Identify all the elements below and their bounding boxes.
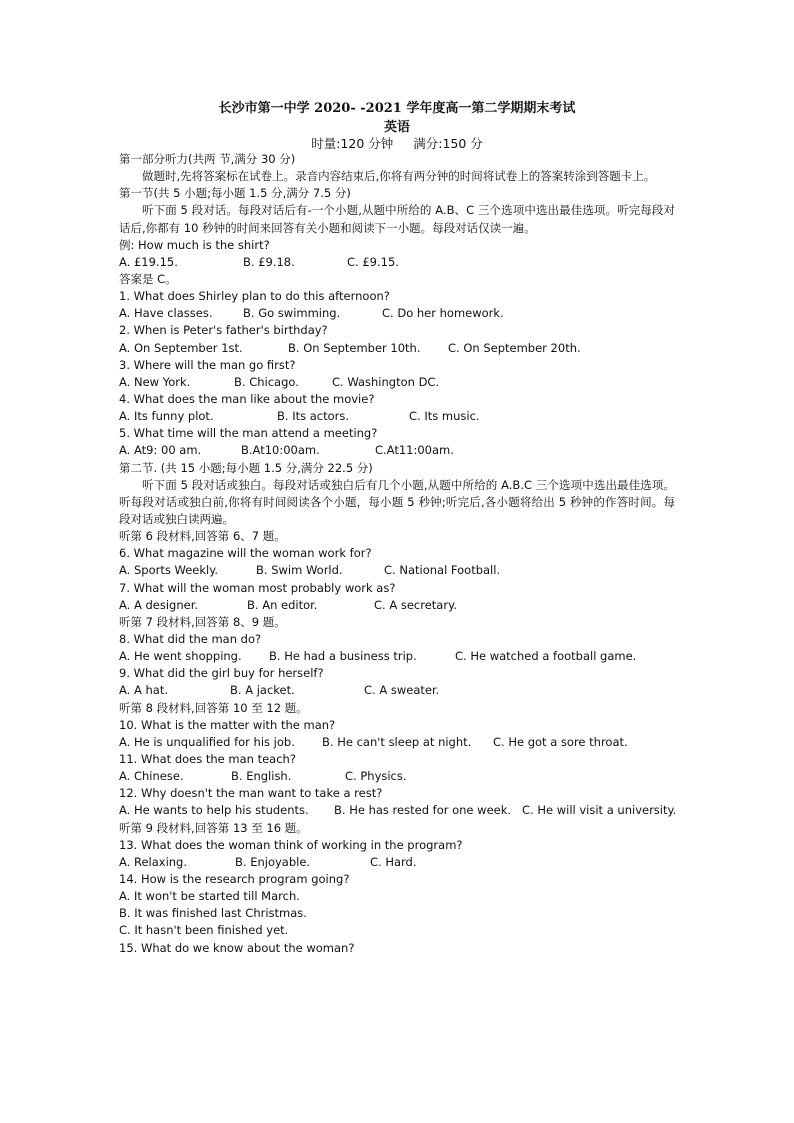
question-6: 6. What magazine will the woman work for? [119, 546, 372, 561]
question-2-options [119, 340, 675, 357]
option-a: A. He wants to help his students. [119, 803, 309, 818]
full-score: 满分:150 分 [413, 136, 483, 151]
question-8-options [119, 648, 675, 665]
part1-instruction: 做题时,先将答案标在试卷上。录音内容结束后,你将有两分钟的时间将试卷上的答案转涂到答题卡上。 [142, 169, 656, 184]
time-limit: 时量:120 分钟 [311, 136, 394, 151]
group-7-heading: 听第 7 段材料,回答第 8、9 题。 [119, 614, 286, 629]
option-a: A. Its funny plot. [119, 409, 214, 424]
option-c: C. A sweater. [364, 683, 440, 698]
section1-instruction: 听下面 5 段对话。每段对话后有-一个小题,从题中所给的 A.B、C 三个选项中选出最佳选项。听完每段对话后,你都有 10 秒钟的时间来回答有关小题和阅读下一小题。每段对话仅读一遍。 [119, 203, 675, 235]
example-options [119, 254, 675, 271]
option-a: A. Relaxing. [119, 854, 188, 869]
option-a: A. At9: 00 am. [119, 443, 202, 458]
section2-instruction: 听下面 5 段对话或独白。每段对话或独白后有几个小题,从题中所给的 A.B.C 三个选项中选出最佳选项。听每段对话或独白前,你将有时间阅读各个小题，每小题 5 秒钟;听完后,各小题将给出 5 秒钟的作答时间。每段对话或独白读两遍。 [119, 477, 675, 527]
group-8-heading: 听第 8 段材料,回答第 10 至 12 题。 [119, 700, 308, 715]
option-c: C. He got a sore throat. [493, 734, 628, 749]
option-b: B. He can't sleep at night. [322, 734, 472, 749]
option-b: B. On September 10th. [288, 340, 421, 355]
option-a: A. He went shopping. [119, 649, 242, 664]
exam-title: 长沙市第一中学 2020- -2021 学年度高一第二学期期末考试 [218, 101, 576, 116]
group-9-heading: 听第 9 段材料,回答第 13 至 16 题。 [119, 820, 308, 835]
option-c: C. Washington DC. [332, 374, 440, 389]
option-b: B. Its actors. [277, 409, 350, 424]
section2-heading: 第二节. (共 15 小题;每小题 1.5 分,满分 22.5 分) [119, 460, 373, 475]
question-8: 8. What did the man do? [119, 632, 262, 647]
question-9: 9. What did the girl buy for herself? [119, 666, 324, 681]
question-9-options [119, 682, 675, 699]
option-b: B. Go swimming. [243, 306, 341, 321]
option-c: C. Its music. [409, 409, 480, 424]
option-c: C. A secretary. [374, 597, 457, 612]
option-c: C. Physics. [345, 769, 407, 784]
group-6-heading: 听第 6 段材料,回答第 6、7 题。 [119, 529, 286, 544]
option-b: B. Swim World. [256, 563, 343, 578]
question-4-options [119, 408, 675, 425]
question-14-option-b: B. It was finished last Christmas. [119, 906, 307, 921]
question-12-options [119, 802, 675, 819]
question-5: 5. What time will the man attend a meeting? [119, 426, 378, 441]
question-10: 10. What is the matter with the man? [119, 717, 336, 732]
question-1-options [119, 305, 675, 322]
option-a: A. He is unqualified for his job. [119, 734, 295, 749]
option-c: C. Do her homework. [382, 306, 504, 321]
option-b: B. An editor. [247, 597, 318, 612]
option-b: B. He has rested for one week. [334, 803, 512, 818]
option-a: A. £19.15. [119, 254, 178, 269]
option-c: C. On September 20th. [448, 340, 581, 355]
option-a: A. Chinese. [119, 769, 184, 784]
option-a: A. Sports Weekly. [119, 563, 219, 578]
question-14-option-c: C. It hasn't been finished yet. [119, 923, 289, 938]
question-11-options [119, 768, 675, 785]
option-b: B. He had a business trip. [269, 649, 417, 664]
question-14-option-a: A. It won't be started till March. [119, 889, 300, 904]
option-c: C. Hard. [370, 854, 417, 869]
option-c: C. He will visit a university. [522, 803, 677, 818]
option-a: A. On September 1st. [119, 340, 243, 355]
exam-content [119, 151, 675, 957]
example-answer: 答案是 C。 [119, 272, 177, 287]
section1-heading: 第一节(共 5 小题;每小题 1.5 分,满分 7.5 分) [119, 186, 351, 201]
question-5-options [119, 442, 675, 459]
question-7-options [119, 597, 675, 614]
option-b: B. Enjoyable. [235, 854, 311, 869]
question-10-options [119, 734, 675, 751]
option-c: C. He watched a football game. [455, 649, 637, 664]
question-13: 13. What does the woman think of working in the program? [119, 837, 463, 852]
question-11: 11. What does the man teach? [119, 752, 296, 767]
question-15: 15. What do we know about the woman? [119, 940, 355, 955]
question-1: 1. What does Shirley plan to do this afternoon? [119, 289, 390, 304]
exam-subject: 英语 [383, 120, 410, 135]
question-7: 7. What will the woman most probably work as? [119, 580, 396, 595]
option-b: B.At10:00am. [241, 443, 320, 458]
question-2: 2. When is Peter's father's birthday? [119, 323, 328, 338]
option-b: B. Chicago. [234, 374, 299, 389]
option-b: B. £9.18. [243, 254, 295, 269]
example-question: 例: How much is the shirt? [119, 237, 270, 252]
option-a: A. A hat. [119, 683, 168, 698]
option-a: A. Have classes. [119, 306, 213, 321]
question-13-options [119, 854, 675, 871]
option-c: C.At11:00am. [375, 443, 454, 458]
option-a: A. A designer. [119, 597, 199, 612]
option-c: C. National Football. [384, 563, 501, 578]
question-3-options [119, 374, 675, 391]
part1-heading: 第一部分听力(共两 节,满分 30 分) [119, 152, 296, 166]
option-c: C. £9.15. [347, 254, 399, 269]
question-4: 4. What does the man like about the movie? [119, 392, 375, 407]
option-b: B. A jacket. [230, 683, 295, 698]
option-b: B. English. [231, 769, 292, 784]
exam-meta [0, 134, 794, 152]
question-14: 14. How is the research program going? [119, 872, 350, 886]
question-12: 12. Why doesn't the man want to take a rest? [119, 786, 383, 801]
option-a: A. New York. [119, 374, 191, 389]
question-3: 3. Where will the man go first? [119, 357, 296, 372]
question-6-options [119, 562, 675, 579]
